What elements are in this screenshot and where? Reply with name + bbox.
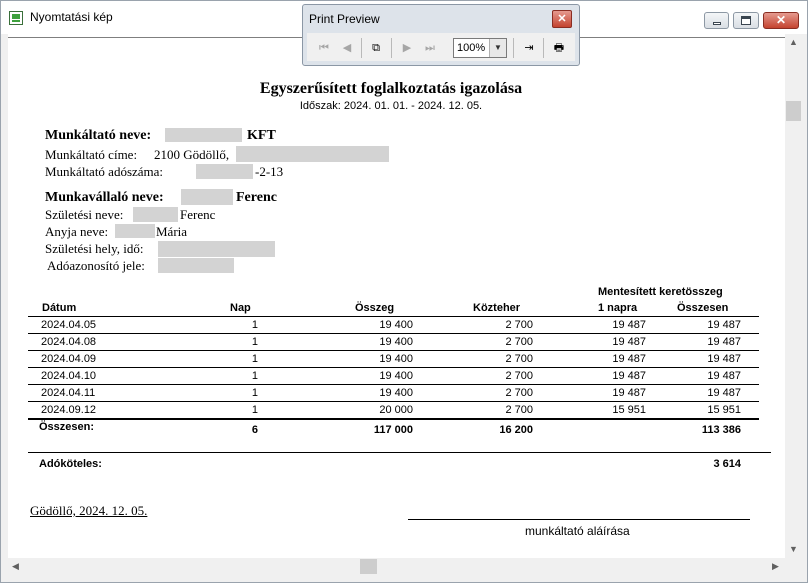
cell-per-day: 19 487 (612, 319, 646, 331)
employer-address-value: 2100 Gödöllő, (154, 147, 230, 162)
cell-total: 19 487 (707, 336, 741, 348)
cell-per-day: 15 951 (612, 404, 646, 416)
signature-label: munkáltató aláírása (525, 524, 630, 538)
redacted-employer-name (165, 128, 242, 142)
employer-tax-suffix: -2-13 (255, 164, 284, 179)
print-preview-title: Print Preview (309, 12, 380, 26)
place-date: Gödöllő, 2024. 12. 05. (30, 503, 148, 518)
cell-burden: 2 700 (505, 404, 533, 416)
cell-amount: 19 400 (379, 370, 413, 382)
table-row (28, 368, 759, 385)
header-date: Dátum (42, 302, 77, 314)
birth-place-label: Születési hely, idő: (45, 241, 144, 256)
cell-burden: 2 700 (505, 370, 533, 382)
redacted-employer-tax (196, 164, 253, 179)
scroll-up-arrow-icon[interactable]: ▲ (789, 37, 798, 47)
zoom-value: 100% (457, 42, 486, 54)
cell-amount: 19 400 (379, 353, 413, 365)
birth-name-label: Születési neve: (45, 207, 124, 222)
horizontal-scroll-thumb[interactable] (360, 559, 377, 574)
table-row (28, 317, 759, 334)
last-page-icon[interactable]: ⏭ (425, 42, 435, 54)
pages-icon[interactable]: ⧉ (372, 42, 380, 54)
exit-preview-icon[interactable]: ⇥ (524, 42, 534, 54)
taxable-label: Adóköteles: (39, 458, 102, 470)
print-preview-close-button[interactable]: ✕ (552, 10, 572, 28)
cell-burden: 2 700 (505, 353, 533, 365)
cell-total: 19 487 (707, 319, 741, 331)
toolbar-separator (391, 38, 392, 58)
cell-date: 2024.04.08 (41, 336, 97, 348)
totals-amount: 117 000 (373, 424, 413, 436)
print-preview-toolbar[interactable] (302, 4, 580, 66)
cell-days: 1 (251, 387, 258, 399)
redacted-mother-name (115, 224, 155, 238)
employee-name-suffix: Ferenc (236, 190, 277, 205)
minimize-button[interactable] (704, 12, 729, 29)
cell-amount: 20 000 (379, 404, 413, 416)
taxable-divider (28, 452, 771, 453)
previous-page-icon[interactable]: ◀ (342, 42, 352, 54)
cell-date: 2024.04.10 (41, 370, 97, 382)
taxable-value: 3 614 (713, 458, 741, 470)
cell-amount: 19 400 (379, 319, 413, 331)
cell-per-day: 19 487 (612, 387, 646, 399)
scroll-down-arrow-icon[interactable]: ▼ (789, 544, 798, 554)
totals-divider (28, 418, 759, 420)
header-total: Összesen (677, 302, 729, 314)
cell-burden: 2 700 (505, 387, 533, 399)
cell-amount: 19 400 (379, 387, 413, 399)
report-period: Időszak: 2024. 01. 01. - 2024. 12. 05. (299, 100, 483, 112)
printer-icon[interactable]: 🖶 (553, 42, 565, 54)
cell-days: 1 (251, 370, 258, 382)
totals-burden: 16 200 (499, 424, 533, 436)
app-icon (9, 11, 23, 25)
employer-name-label: Munkáltató neve: (45, 128, 152, 143)
tax-id-label: Adóazonosító jele: (47, 258, 145, 273)
cell-total: 19 487 (707, 387, 741, 399)
cell-days: 1 (251, 404, 258, 416)
mother-name-label: Anyja neve: (45, 224, 109, 239)
header-per-day: 1 napra (598, 302, 638, 314)
mother-name-suffix: Mária (156, 224, 188, 239)
cell-date: 2024.04.11 (41, 387, 96, 399)
header-burden: Közteher (473, 302, 521, 314)
scrollbar-corner (785, 558, 802, 575)
employer-name-suffix: KFT (247, 128, 276, 143)
cell-total: 15 951 (707, 404, 741, 416)
cell-burden: 2 700 (505, 319, 533, 331)
redacted-employee-name (181, 189, 233, 205)
totals-label: Összesen: (39, 421, 95, 433)
redacted-employer-address (236, 146, 389, 162)
toolbar-separator (543, 38, 544, 58)
next-page-icon[interactable]: ▶ (402, 42, 412, 54)
redacted-tax-id (158, 258, 234, 273)
table-row (28, 351, 759, 368)
close-icon: ✕ (775, 13, 787, 27)
group-header: Mentesített keretösszeg (598, 286, 723, 298)
scroll-right-arrow-icon[interactable]: ▶ (772, 561, 779, 571)
cell-date: 2024.04.05 (41, 319, 97, 331)
cell-days: 1 (251, 319, 258, 331)
cell-per-day: 19 487 (612, 336, 646, 348)
cell-per-day: 19 487 (612, 353, 646, 365)
chevron-down-icon[interactable]: ▼ (489, 39, 506, 57)
totals-days: 6 (251, 424, 258, 436)
redacted-birth-place (158, 241, 275, 257)
scroll-left-arrow-icon[interactable]: ◀ (12, 561, 19, 571)
table-row (28, 334, 759, 351)
birth-name-suffix: Ferenc (180, 207, 216, 222)
header-days: Nap (230, 302, 251, 314)
employee-name-label: Munkavállaló neve: (45, 190, 164, 205)
totals-total: 113 386 (701, 424, 741, 436)
cell-total: 19 487 (707, 370, 741, 382)
cell-burden: 2 700 (505, 336, 533, 348)
signature-line (408, 519, 750, 520)
table-row (28, 385, 759, 402)
cell-per-day: 19 487 (612, 370, 646, 382)
toolbar-separator (513, 38, 514, 58)
zoom-select[interactable] (453, 38, 507, 58)
vertical-scrollbar[interactable] (785, 34, 802, 558)
cell-amount: 19 400 (379, 336, 413, 348)
redacted-birth-name (133, 207, 178, 222)
cell-days: 1 (251, 336, 258, 348)
employer-tax-label: Munkáltató adószáma: (45, 164, 164, 179)
vertical-scroll-thumb[interactable] (786, 101, 801, 121)
report-title: Egyszerűsített foglalkoztatás igazolása (259, 80, 523, 97)
document-viewport[interactable] (8, 34, 785, 558)
toolbar-separator (361, 38, 362, 58)
cell-date: 2024.04.09 (41, 353, 97, 365)
window-title: Nyomtatási kép (30, 10, 113, 24)
employer-address-label: Munkáltató címe: (45, 147, 138, 162)
cell-days: 1 (251, 353, 258, 365)
first-page-icon[interactable]: ⏮ (319, 42, 329, 54)
table-row (28, 402, 759, 419)
horizontal-scrollbar[interactable] (8, 558, 785, 575)
print-preview-button-bar (307, 33, 575, 61)
maximize-button[interactable] (733, 12, 759, 29)
maximize-icon (741, 16, 751, 25)
close-button[interactable] (763, 12, 799, 29)
minimize-icon (713, 22, 721, 25)
cell-date: 2024.09.12 (41, 404, 97, 416)
cell-total: 19 487 (707, 353, 741, 365)
header-amount: Összeg (355, 302, 395, 314)
